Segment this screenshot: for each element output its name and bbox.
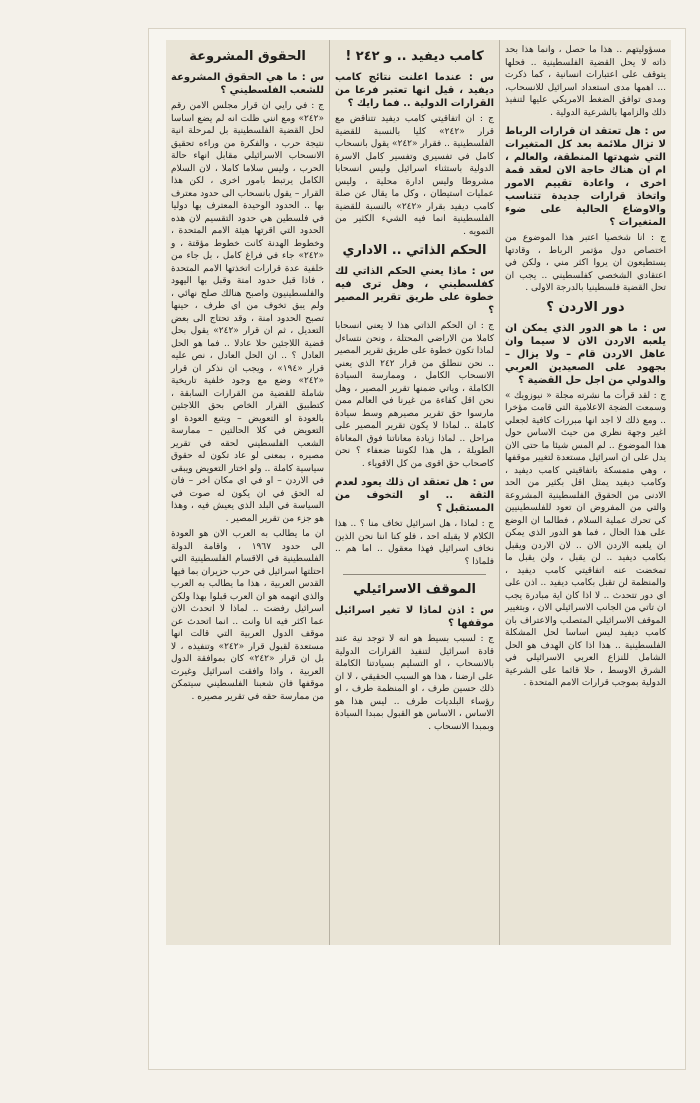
column-right [499, 40, 671, 945]
section-heading: كامب ديفيد .. و ٢٤٢ ! [345, 49, 484, 64]
column-middle [329, 40, 499, 945]
question: س : ماذا يعني الحكم الذاتي لك كفلسطيني ، وهل ترى فيه خطوة على طريق تقرير المصير ؟ [335, 266, 494, 316]
question: س : هل تعتقد ان ذلك يعود لعدم الثقة .. او التخوف من المستقبل ؟ [335, 477, 494, 514]
answer: ج : لسبب بسيط هو انه لا توجد نية عند قادة اسرائيل لتنفيذ القرارات الدولية بالانسحاب ، او التسليم بسيادتنا الكاملة على ارضنا ، هذا هو السبب الحقيقي ، لا ان ذلك حسين طرف ، او المنظمة طرف ، او رؤساء البلديات طرف .. ليس هذا هو الاساس ، الاساس هو القبول بمبدا السيادة وبمبدا الانسحاب . [335, 634, 494, 732]
section-heading: دور الاردن ؟ [546, 299, 625, 315]
section-heading: الموقف الاسرائيلي [353, 582, 476, 597]
answer: ج : لماذا ، هل اسرائيل تخاف منا ؟ .. هذا الكلام لا يقبله احد ، فلو كنا اننا نحن الذين نخاف اسرائيل فهذا معقول .. اما هم .. فلماذا ؟ [335, 519, 494, 567]
answer: ج : انا شخصيا اعتبر هذا الموضوع من اختصاص دول مؤتمر الرباط ، وقادتها يستطيعون ان يروا اكثر مني ، ولكن في اعتقادي الشخصي كفلسطيني .. يجب ان تحل القضية فلسطينيا بالدرجة الاولى . [505, 233, 666, 293]
answer: ج : في رايي ان قرار مجلس الامن رقم «٢٤٢» ومع انني ظلت انه لم يضع اساسا لحل القضية الفلسطينية بل لمرحلة انية نتيجة حرب ، والفكرة من وراءه تحقيق الانسحاب الاسرائيلي مقابل انهاء حالة الحرب ، وليس سلاما كاملا ، لان السلام الكامل يرتبط بامور اخرى ، لكن هذا القرار – يقول بانسحاب الى حدود معترف بها .. الحدود الوحيدة المعترف بها دوليا في فلسطين هي حدود التقسيم لان هذه الحدود التي اقرتها هيئة الامم المتحدة ، وخطوط الهدنة كانت خطوط مؤقتة ، و «٢٤٢» جاء في فراغ كامل ، بل جاء من خلفية عدة قرارات اتخذتها الامم المتحدة ، فاذا قبل حدود امنة وقبل بها اليهود والفلسطينيون واصبح هنالك صلح نهائي ، ولم يبق تخوف من اي طرف ، حينها تصبح الحدود امنة ، وقد تحتاج الى بعض التعديل ، ثم ان قرار «٢٤٢» يقول بحل قضية اللاجئين حلا عادلا .. فما هو الحل العادل ؟ .. ان الحل العادل ، نص عليه قرار «١٩٤» ، ويجب ان نذكر ان قرار «٢٤٢» وضع مع وجود خلفية تاريخية شاملة للقضية من القرارات السابقة ، كتطبيق القرار الخاص بحق اللاجئين بالعودة او التعويض – ويتبع العودة او التعويض في كلا الحالتين – ممارسة الشعب الفلسطيني لحقه في تقرير مصيره ، بمعنى لو عاد تكون له حقوق سياسية كاملة .. ولو اختار التعويض ويبقى في الاردن – او في اي مكان اخر – فان له الحق في ان يكون له صوت في السياسة في البلد الذي يعيش فيه ، وهذا هو جزء من تقرير المصير . [171, 101, 325, 524]
question: س : ما هو الدور الذي يمكن ان يلعبه الاردن الان لا سيما وان عاهل الاردن قام – ولا يزال – بجهود على الصعيدين العربي والدولي من اجل حل القضية ؟ [505, 322, 666, 386]
answer: ج : ان الحكم الذاتي هذا لا يعني انسحابا كاملا من الاراضي المحتلة ، ونحن نتساءل لماذا تكون خطوة على طريق تقرير المصير .. نحن ننطلق من قرار ٢٤٢ الذي يعني الانسحاب الكامل ، وممارسة السيادة الكاملة ، وياتي ضمنها تقرير المصير ، وهل نحن اقل كفاءة من غيرنا في العالم ممن مارسوا حق تقرير مصيرهم وسط سيادة كاملة .. لماذا لا يكون تقرير المصير على مراحل .. لماذا زيادة معاناتنا فوق المعاناة الطويلة ، هل هذا لكوننا ضعفاء ؟ نحن كاصحاب حق اقوى من كل الاقوياء . [335, 321, 494, 469]
question: س : ما هي الحقوق المشروعة للشعب الفلسطيني ؟ [171, 72, 324, 96]
section-heading: الحكم الذاتي .. الاداري [342, 243, 487, 258]
answer: ج : لقد قرأت ما نشرته مجلة « نيوزويك » وسمعت الضجة الاعلامية التي قامت مؤخرا .. ومع ذلك لا اجد انها مبررات كافية لجعلي اغير وجهة نظري من حيث الاساس حول هذا الموضوع .. لم المس شيئا ما حتى الان يدل على ان اسرائيل مستعدة لتغيير موقفها ، وهي متمسكة باتفاقيتي كامب ديفيد ، وكامب ديفيد يمثل اقل بكثير من الحد الادنى من الحقوق الفلسطينية المشروعة والتي من المفروض ان تعود للفلسطينيين كي تحرك عملية السلام ، فطالما ان الوضع على هذا الحال ، فما هو الدور الذي يمكن ان يلعبه الاردن الان .. لان الاردن ويقبل بكامب ديفيد .. لن يقبل ، ولن يقبل ما تمخضت عنه اتفاقيتي كامب ديفيد ، والمنظمة لن تقبل بكامب ديفيد .. اذن على اي دور تتحدث .. لا اذا كان اية مبادرة يجب ان تاتي من الجانب الاسرائيلي الان ، وبتغيير الموقف الاسرائيلي المتصلب والاعتراف بان كامب ديفيد ليس اساسا لحل المشكلة الفلسطينية .. هذا اذا كان الهدف هو الحل الشامل للنزاع العربي الاسرائيلي في الشرق الاوسط ، حلا قائما على الشرعية الدولية بموجب قرارات الامم المتحدة . [505, 390, 666, 688]
paragraph: ان ما يطالب به العرب الان هو العودة الى حدود ١٩٦٧ ، واقامة الدولة الفلسطينية في الاقسام الفلسطينية التي احتلتها اسرائيل في حرب حزيران بما فيها القدس العربية ، هذا ما يطالب به العرب والذي اتهمه هو ان العرب قبلوا بهذا ولكن اسرائيل رفضت .. لماذا لا اتحدث الان عما اكثر فيه انا وانت .. انما اتحدث عن موقف الدول العربية التي قالت انها مستعدة لقبول قرار «٢٤٢» وتنفيذه ، لا بل ان قرار «٢٤٢» كان بموافقة الدول العربية ، واذا وافقت اسرائيل وغيرت موقفها فان شعبنا الفلسطيني سيتمكن من ممارسة حقه في تقرير مصيره . [171, 529, 325, 702]
column-left [166, 40, 329, 945]
newspaper-clipping [166, 40, 671, 945]
question: س : هل تعتقد ان قرارات الرباط لا تزال ملائمة بعد كل المتغيرات التي شهدتها المنطقة، والعالم ، ام ان هناك حاجة الان لعقد قمة اخرى ، واعادة تقييم الامور واتخاذ قرارات جديدة تتناسب والاوضاع الحالية على ضوء المتغيرات ؟ [505, 126, 666, 228]
question: س : اذن لماذا لا تغير اسرائيل موقفها ؟ [335, 605, 494, 629]
answer: ج : ان اتفاقيتي كامب ديفيد تتناقض مع قرار «٢٤٢» كليا بالنسبة للقضية الفلسطينية .. فقرار «٢٤٢» يقول بانسحاب كامل في تفسيري وتفسير كامل الاسرة الدولية باستثناء اسرائيل وليس انسحابا مشروطا وليس ادارة محلية ، وليس عمليات استيطان ، وكل ما يقال عن صلة كامب ديفيد بقرار «٢٤٢» بالنسبة للقضية الفلسطينية انما فيه الشيء الكثير من التمويه . [335, 114, 495, 237]
paragraph: مسؤوليتهم .. هذا ما حصل ، وانما هذا بحد ذاته لا يحل القضية الفلسطينية .. فحلها يتوقف على اعتبارات انسانية ، كما ذكرت ... اهمها مدى استعداد اسرائيل للانسحاب، ومدى توافق الضغط الامريكي عليها لتنفيذ ذلك والزامها بالشرعية الدولية . [505, 45, 666, 118]
question: س : عندما اعلنت نتائج كامب ديفيد ، قيل انها تعتبر فرعا من القرارات الدولية .. فما رايك ؟ [335, 72, 494, 109]
divider [343, 574, 486, 575]
section-heading: الحقوق المشروعة [189, 49, 306, 64]
